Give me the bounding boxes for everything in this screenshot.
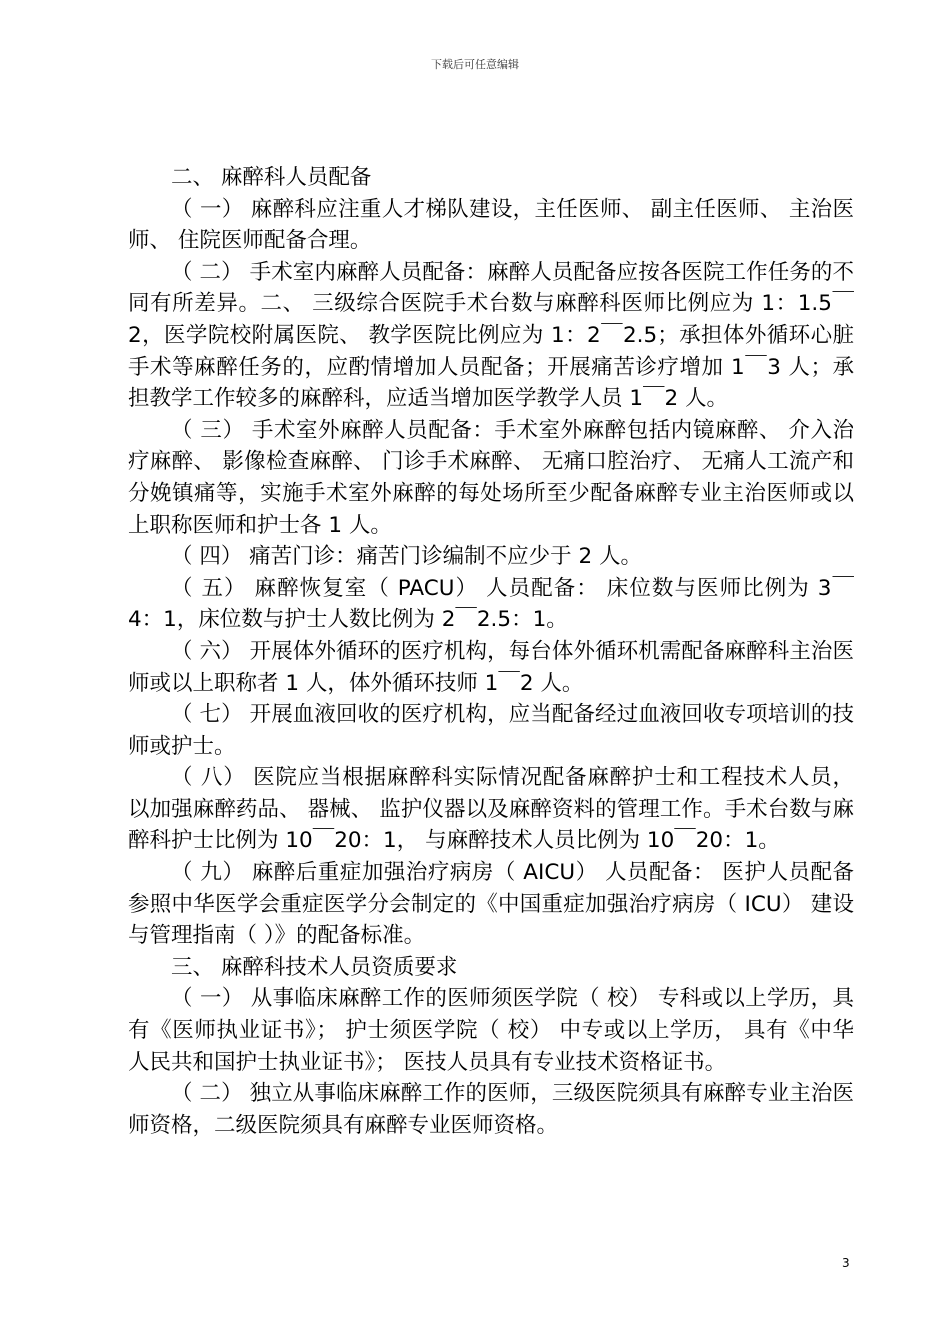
page-number: 3 [842,1256,850,1270]
page-header: 下载后可任意编辑 [431,58,519,71]
paragraph-staffing-4: （ 四） 痛苦门诊：痛苦门诊编制不应少于 2 人。 [171,544,643,570]
section-heading-staffing: 二、 麻醉科人员配备 [171,165,372,190]
paragraph-staffing-5: （ 五） 麻醉恢复室（ PACU） 人员配备： 床位数与医师比例为 3￣4：1，床位数与护士人数比例为 2￣2.5：1。 [128,575,854,633]
paragraph-staffing-8: （ 八） 医院应当根据麻醉科实际情况配备麻醉护士和工程技术人员， 以加强麻醉药品、 器械、 监护仪器以及麻醉资料的管理工作。手术台数与麻醉科护士比例为 10￣20：1， 与麻醉技术人员比例为 10￣20：1。 [128,765,854,854]
paragraph-staffing-6: （ 六） 开展体外循环的医疗机构，每台体外循环机需配备麻醉科主治医师或以上职称者 1 人，体外循环技师 1￣2 人。 [128,638,854,696]
paragraph-staffing-1: （ 一） 麻醉科应注重人才梯队建设，主任医师、 副主任医师、 主治医师、 住院医师配备合理。 [128,196,854,254]
paragraph-staffing-9: （ 九） 麻醉后重症加强治疗病房（ AICU） 人员配备： 医护人员配备参照中华医学会重症医学分会制定的《中国重症加强治疗病房（ ICU） 建设与管理指南（ ）》的配备标准。 [128,860,854,949]
document-body [128,162,854,1141]
section-heading-qualifications: 三、 麻醉科技术人员资质要求 [171,954,458,980]
paragraph-staffing-3: （ 三） 手术室外麻醉人员配备：手术室外麻醉包括内镜麻醉、 介入治疗麻醉、 影像检查麻醉、 门诊手术麻醉、 无痛口腔治疗、 无痛人工流产和分娩镇痛等，实施手术室外麻醉的每处场所至少配备麻醉专业主治医师或以上职称医师和护士各 1 人。 [128,417,854,538]
paragraph-staffing-7: （ 七） 开展血液回收的医疗机构，应当配备经过血液回收专项培训的技师或护士。 [128,702,854,759]
paragraph-staffing-2: （ 二） 手术室内麻醉人员配备：麻醉人员配备应按各医院工作任务的不同有所差异。二、 三级综合医院手术台数与麻醉科医师比例应为 1：1.5￣2，医学院校附属医院、 教学医院比例应为 1：2￣2.5；承担体外循环心脏手术等麻醉任务的，应酌情增加人员配备；开展痛苦诊疗增加 1￣3 人；承担教学工作较多的麻醉科，应适当增加医学教学人员 1￣2 人。 [128,259,854,412]
paragraph-qualifications-2: （ 二） 独立从事临床麻醉工作的医师，三级医院须具有麻醉专业主治医师资格，二级医院须具有麻醉专业医师资格。 [128,1081,854,1138]
paragraph-qualifications-1: （ 一） 从事临床麻醉工作的医师须医学院（ 校） 专科或以上学历，具有《医师执业证书》； 护士须医学院（ 校） 中专或以上学历， 具有《中华人民共和国护士执业证书》； 医技人员具有专业技术资格证书。 [128,986,854,1075]
